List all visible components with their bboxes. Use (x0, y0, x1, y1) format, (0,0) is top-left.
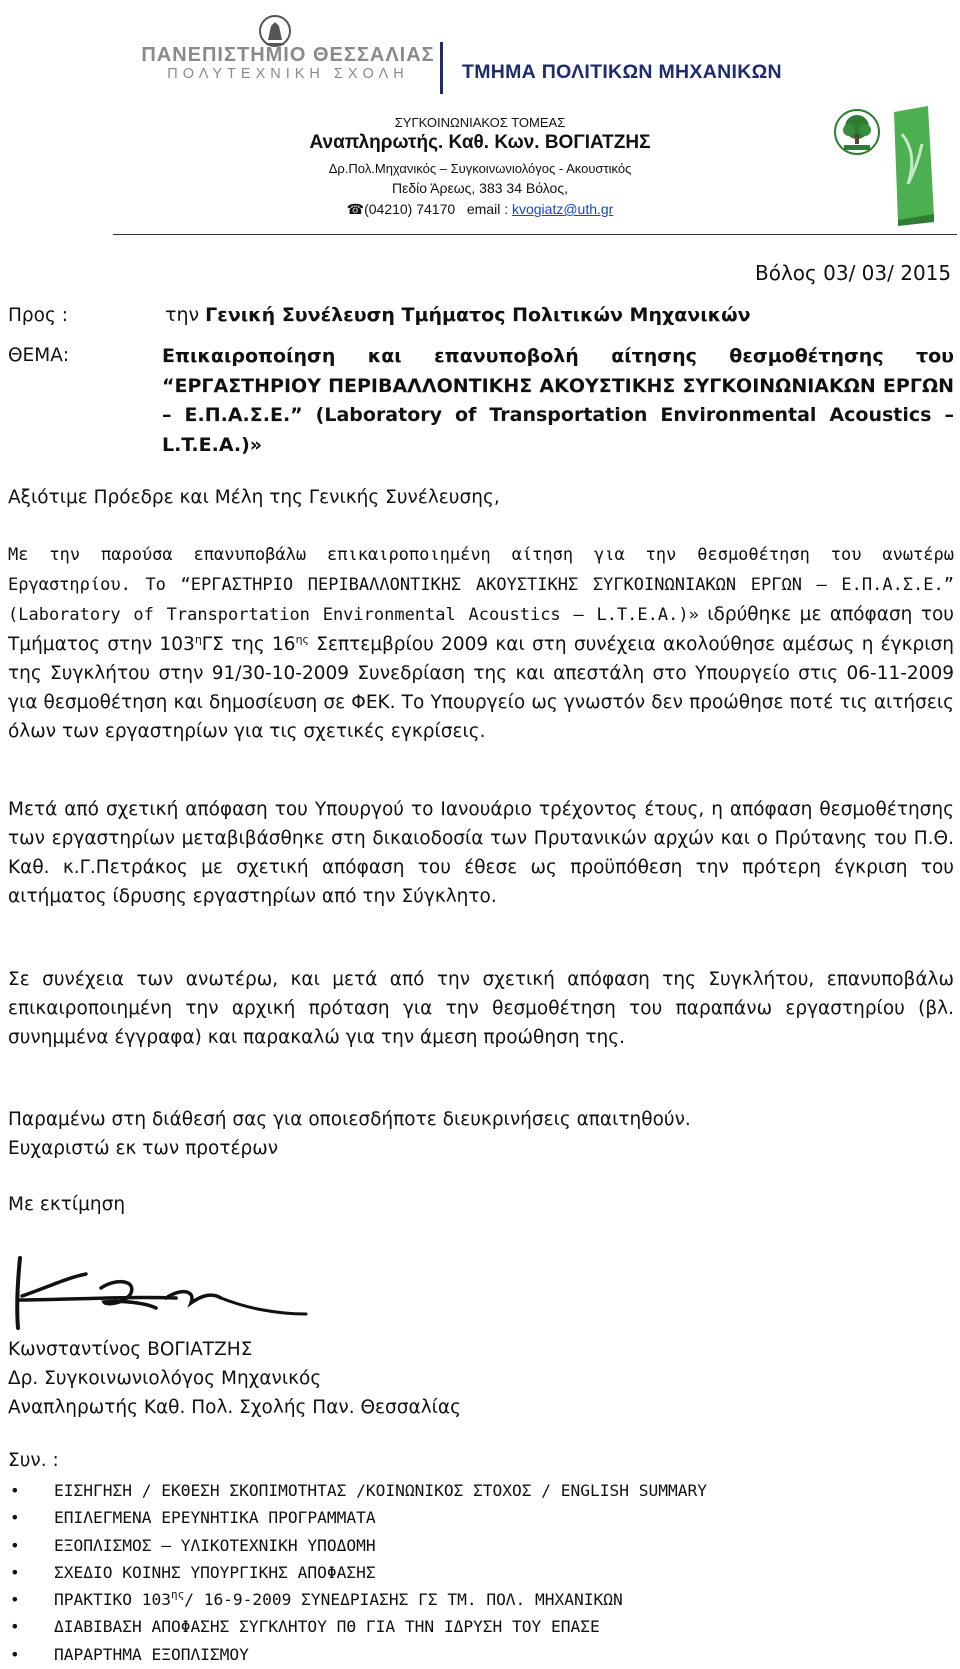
list-item: • ΕΙΣΗΓΗΣΗ / ΕΚΘΕΣΗ ΣΚΟΠΙΜΟΤΗΤΑΣ /ΚΟΙΝΩΝΙΚΟΣ ΣΤΟΧΟΣ / ENGLISH SUMMARY (8, 1478, 948, 1505)
bullet-icon: • (10, 1508, 20, 1528)
attachments-label: Συν. : (8, 1450, 59, 1471)
paragraph-1-text-b: ιδρύθηκε με απόφαση του Τμήματος στην 103 (8, 604, 954, 655)
recipient-prefix: την (165, 304, 200, 326)
bullet-icon: • (10, 1535, 20, 1555)
sector-name: ΣΥΓΚΟΙΝΩΝΙΑΚΟΣ ΤΟΜΕΑΣ (394, 115, 566, 130)
list-item: • ΠΑΡΑΡΤΗΜΑ ΕΞΟΠΛΙΣΜΟΥ (8, 1642, 948, 1669)
list-item: • ΕΠΙΛΕΓΜΕΝΑ ΕΡΕΥΝΗΤΙΚΑ ΠΡΟΓΡΑΜΜΑΤΑ (8, 1505, 948, 1532)
paragraph-2: Μετά από σχετική απόφαση του Υπουργού το Ιανουάριο τρέχοντος έτους, η απόφαση θεσμοθέτησης των εργαστηρίων μεταβιβάσθηκε στη δικαιοδοσία των Πρυτανικών αρχών και ο Πρύτανης του Π.Θ. Καθ. κ.Γ.Πετράκος με σχετική απόφαση του έθεσε ως προϋπόθεση την πρότερη έγκριση του αιτήματος ίδρυσης εργαστηρίων από την Σύγκλητο. (8, 799, 954, 907)
telephone-icon: ☎ (346, 201, 365, 217)
recipient-value: Γενική Συνέλευση Τμήματος Πολιτικών Μηχανικών (205, 304, 751, 326)
recipient (165, 304, 751, 326)
list-item: • ΔΙΑΒΙΒΑΣΗ ΑΠΟΦΑΣΗΣ ΣΥΓΚΛΗΤΟΥ ΠΘ ΓΙΑ ΤΗΝ ΙΔΡΥΣΗ ΤΟΥ ΕΠΑΣΕ (8, 1614, 948, 1641)
paragraph-1-text-c: ΓΣ της 16 (201, 634, 296, 655)
phone-number: (04210) 74170 (364, 201, 456, 217)
professor-name: Αναπληρωτής. Καθ. Κων. ΒΟΓΙΑΤΖΗΣ (309, 132, 651, 153)
paragraph-1-intro: Με την παρούσα επανυποβάλω επικαιροποιημένη αίτηση για την θεσμοθέτηση του ανωτέρω Εργαστηρίου. Το “ΕΡΓΑΣΤΗΡΙΟ ΠΕΡΙΒΑΛΛΟΝΤΙΚΗΣ ΑΚΟΥΣΤΙΚΗΣ ΣΥΓΚΟΙΝΩΝΙΑΚΩΝ ΕΡΓΩΝ – Ε.Π.Α.Σ.Ε.” (Laboratory of Transportation Environmental Acoustics – L.T.E.A.)» (8, 545, 954, 625)
bullet-icon: • (10, 1590, 20, 1610)
subject-label: ΘΕΜΑ: (8, 345, 70, 366)
paragraph-1-text-d: Σεπτεμβρίου 2009 και στη συνέχεια ακολούθησε αμέσως η έγκριση της Συγκλήτου στην 91/30-10-2009 Συνεδρίαση της και απεστάλη στο Υπουργείο στις 06-11-2009 για θεσμοθέτηση και δημοσίευση σε ΦΕΚ. Το Υπουργείο ως γνωστόν δεν προώθησε ποτέ τις αιτήσεις όλων των εργαστηρίων για τις σχετικές εγκρίσεις. (8, 634, 954, 742)
university-name: ΠΑΝΕΠΙΣΤΗΜΙΟ ΘΕΣΣΑΛΙΑΣ (141, 44, 435, 66)
list-item: • ΣΧΕΔΙΟ ΚΟΙΝΗΣ ΥΠΟΥΡΓΙΚΗΣ ΑΠΟΦΑΣΗΣ (8, 1560, 948, 1587)
recipient-label: Προς : (8, 305, 68, 326)
bullet-icon: • (10, 1562, 20, 1582)
superscript: ης (170, 1588, 185, 1602)
paragraph-3: Σε συνέχεια των ανωτέρω, και μετά από την σχετική απόφαση της Συγκλήτου, επανυποβάλω επικαιροποιημένη την αρχική πρόταση για την θεσμοθέτηση του παραπάνω εργαστηρίου (βλ. συνημμένα έγγραφα) και παρακαλώ για την άμεση προώθηση της. (8, 969, 954, 1048)
salutation: Αξιότιμε Πρόεδρε και Μέλη της Γενικής Συνέλευσης, (8, 487, 500, 508)
closing-line-1: Παραμένω στη διάθεσή σας για οποιεσδήποτε διευκρινήσεις απαιτηθούν. (8, 1109, 691, 1130)
signer-name: Κωνσταντίνος ΒΟΓΙΑΤΖΗΣ (8, 1339, 253, 1360)
email-link[interactable]: kvogiatz@uth.gr (511, 201, 614, 217)
header-rule (113, 234, 957, 235)
paragraph-1 (8, 540, 954, 746)
list-item: • ΠΡΑΚΤΙΚΟ $103^{\eta\varsigma}/$ 16-9-2009 ΣΥΝΕΔΡΙΑΣΗΣ ΓΣ ΤΜ. ΠΟΛ. ΜΗΧΑΝΙΚΩΝ (8, 1587, 948, 1614)
superscript: ης (295, 633, 309, 646)
professor-specialty: Δρ.Πολ.Μηχανικός – Συγκοινωνιολόγος - Ακουστικός (328, 161, 632, 176)
superscript: η (194, 633, 202, 646)
handwritten-signature (6, 1248, 326, 1348)
bullet-icon: • (10, 1617, 20, 1637)
signer-position: Αναπληρωτής Καθ. Πολ. Σχολής Παν. Θεσσαλίας (8, 1397, 461, 1418)
address: Πεδίο Άρεως, 383 34 Βόλος, (392, 180, 568, 196)
letter-date: Βόλος 03/ 03/ 2015 (755, 261, 952, 285)
bullet-icon: • (10, 1644, 20, 1664)
regards: Με εκτίμηση (8, 1194, 126, 1215)
list-item: • ΕΞΟΠΛΙΣΜΟΣ – ΥΛΙΚΟΤΕΧΝΙΚΗ ΥΠΟΔΟΜΗ (8, 1533, 948, 1560)
closing-line-2: Ευχαριστώ εκ των προτέρων (8, 1138, 279, 1159)
bullet-icon: • (10, 1481, 20, 1500)
signer-title: Δρ. Συγκοινωνιολόγος Μηχανικός (8, 1368, 322, 1389)
school-name: ΠΟΛΥΤΕΧΝΙΚΗ ΣΧΟΛΗ (167, 66, 409, 82)
department-name: ΤΜΗΜΑ ΠΟΛΙΤΙΚΩΝ ΜΗΧΑΝΙΚΩΝ (462, 61, 782, 83)
header-divider (440, 42, 443, 94)
subject-text: Επικαιροποίηση και επανυποβολή αίτησης θεσμοθέτησης του “ΕΡΓΑΣΤΗΡΙΟΥ ΠΕΡΙΒΑΛΛΟΝΤΙΚΗΣ ΑΚΟΥΣΤΙΚΗΣ ΣΥΓΚΟΙΝΩΝΙΑΚΩΝ ΕΡΓΩΝ – Ε.Π.Α.Σ.Ε.” (Laboratory of Transportation Environmental Acoustics – L.T.E.A.)» (162, 345, 954, 456)
contact-line (0, 201, 960, 218)
email-label: email : (466, 201, 509, 217)
attachments-list (8, 1478, 948, 1669)
